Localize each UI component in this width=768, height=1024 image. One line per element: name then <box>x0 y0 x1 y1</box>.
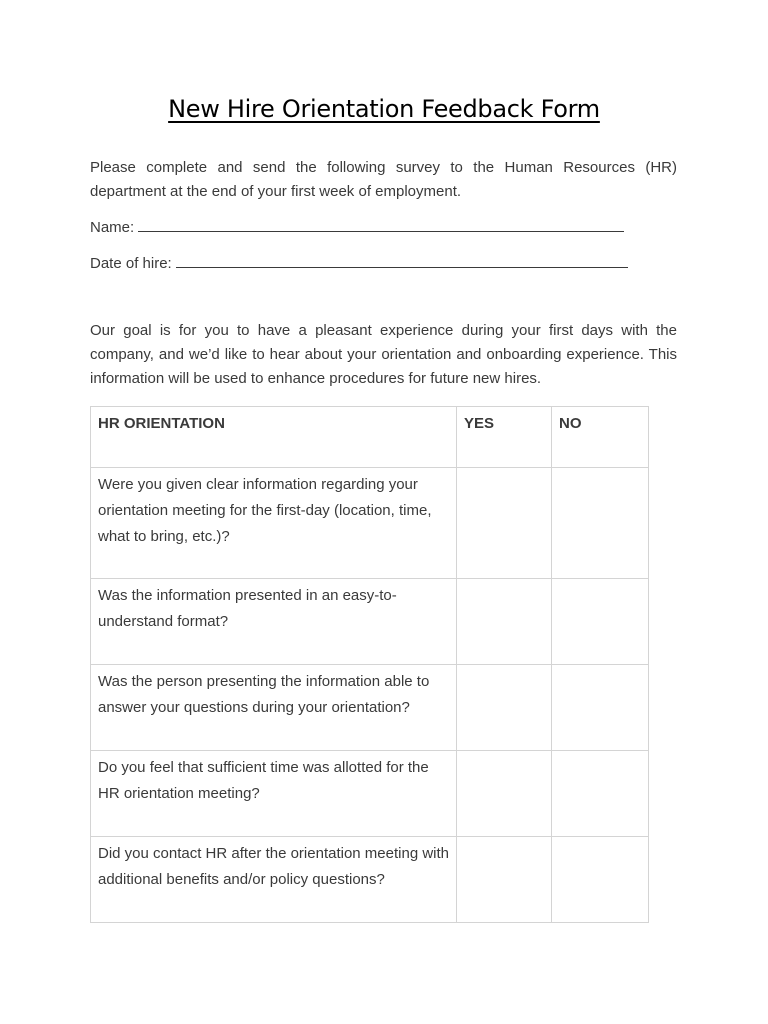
question-cell: Do you feel that sufficient time was allotted for the HR orientation meeting? <box>91 751 457 837</box>
no-cell[interactable] <box>552 579 649 665</box>
yes-cell[interactable] <box>457 468 552 579</box>
name-label: Name: <box>90 219 135 236</box>
table-row <box>91 751 649 837</box>
no-cell[interactable] <box>552 751 649 837</box>
question-cell: Was the information presented in an easy-to-understand format? <box>91 579 457 665</box>
question-cell: Were you given clear information regarding your orientation meeting for the first-day (location, time, what to bring, etc.)? <box>91 468 457 579</box>
no-cell[interactable] <box>552 468 649 579</box>
no-cell[interactable] <box>552 665 649 751</box>
table-row <box>91 579 649 665</box>
table-row <box>91 468 649 579</box>
yes-cell[interactable] <box>457 837 552 923</box>
name-blank-line[interactable] <box>138 217 624 232</box>
hr-orientation-table <box>90 406 649 923</box>
name-field <box>90 217 624 238</box>
header-no: NO <box>552 407 649 468</box>
page-title: New Hire Orientation Feedback Form <box>168 95 600 123</box>
date-of-hire-blank-line[interactable] <box>176 253 628 268</box>
yes-cell[interactable] <box>457 751 552 837</box>
goal-paragraph: Our goal is for you to have a pleasant experience during your first days with the company, and we’d like to hear about your orientation and onboarding experience. This information will be used to enhance procedures for future new hires. <box>90 322 677 387</box>
date-of-hire-field <box>90 253 628 274</box>
table-header-row <box>91 407 649 468</box>
yes-cell[interactable] <box>457 665 552 751</box>
question-cell: Was the person presenting the information able to answer your questions during your orientation? <box>91 665 457 751</box>
question-cell: Did you contact HR after the orientation meeting with additional benefits and/or policy questions? <box>91 837 457 923</box>
no-cell[interactable] <box>552 837 649 923</box>
intro-paragraph: Please complete and send the following survey to the Human Resources (HR) department at the end of your first week of employment. <box>90 159 677 200</box>
table-row <box>91 665 649 751</box>
header-hr-orientation: HR ORIENTATION <box>91 407 457 468</box>
header-yes: YES <box>457 407 552 468</box>
date-of-hire-label: Date of hire: <box>90 255 172 272</box>
yes-cell[interactable] <box>457 579 552 665</box>
table-row <box>91 837 649 923</box>
